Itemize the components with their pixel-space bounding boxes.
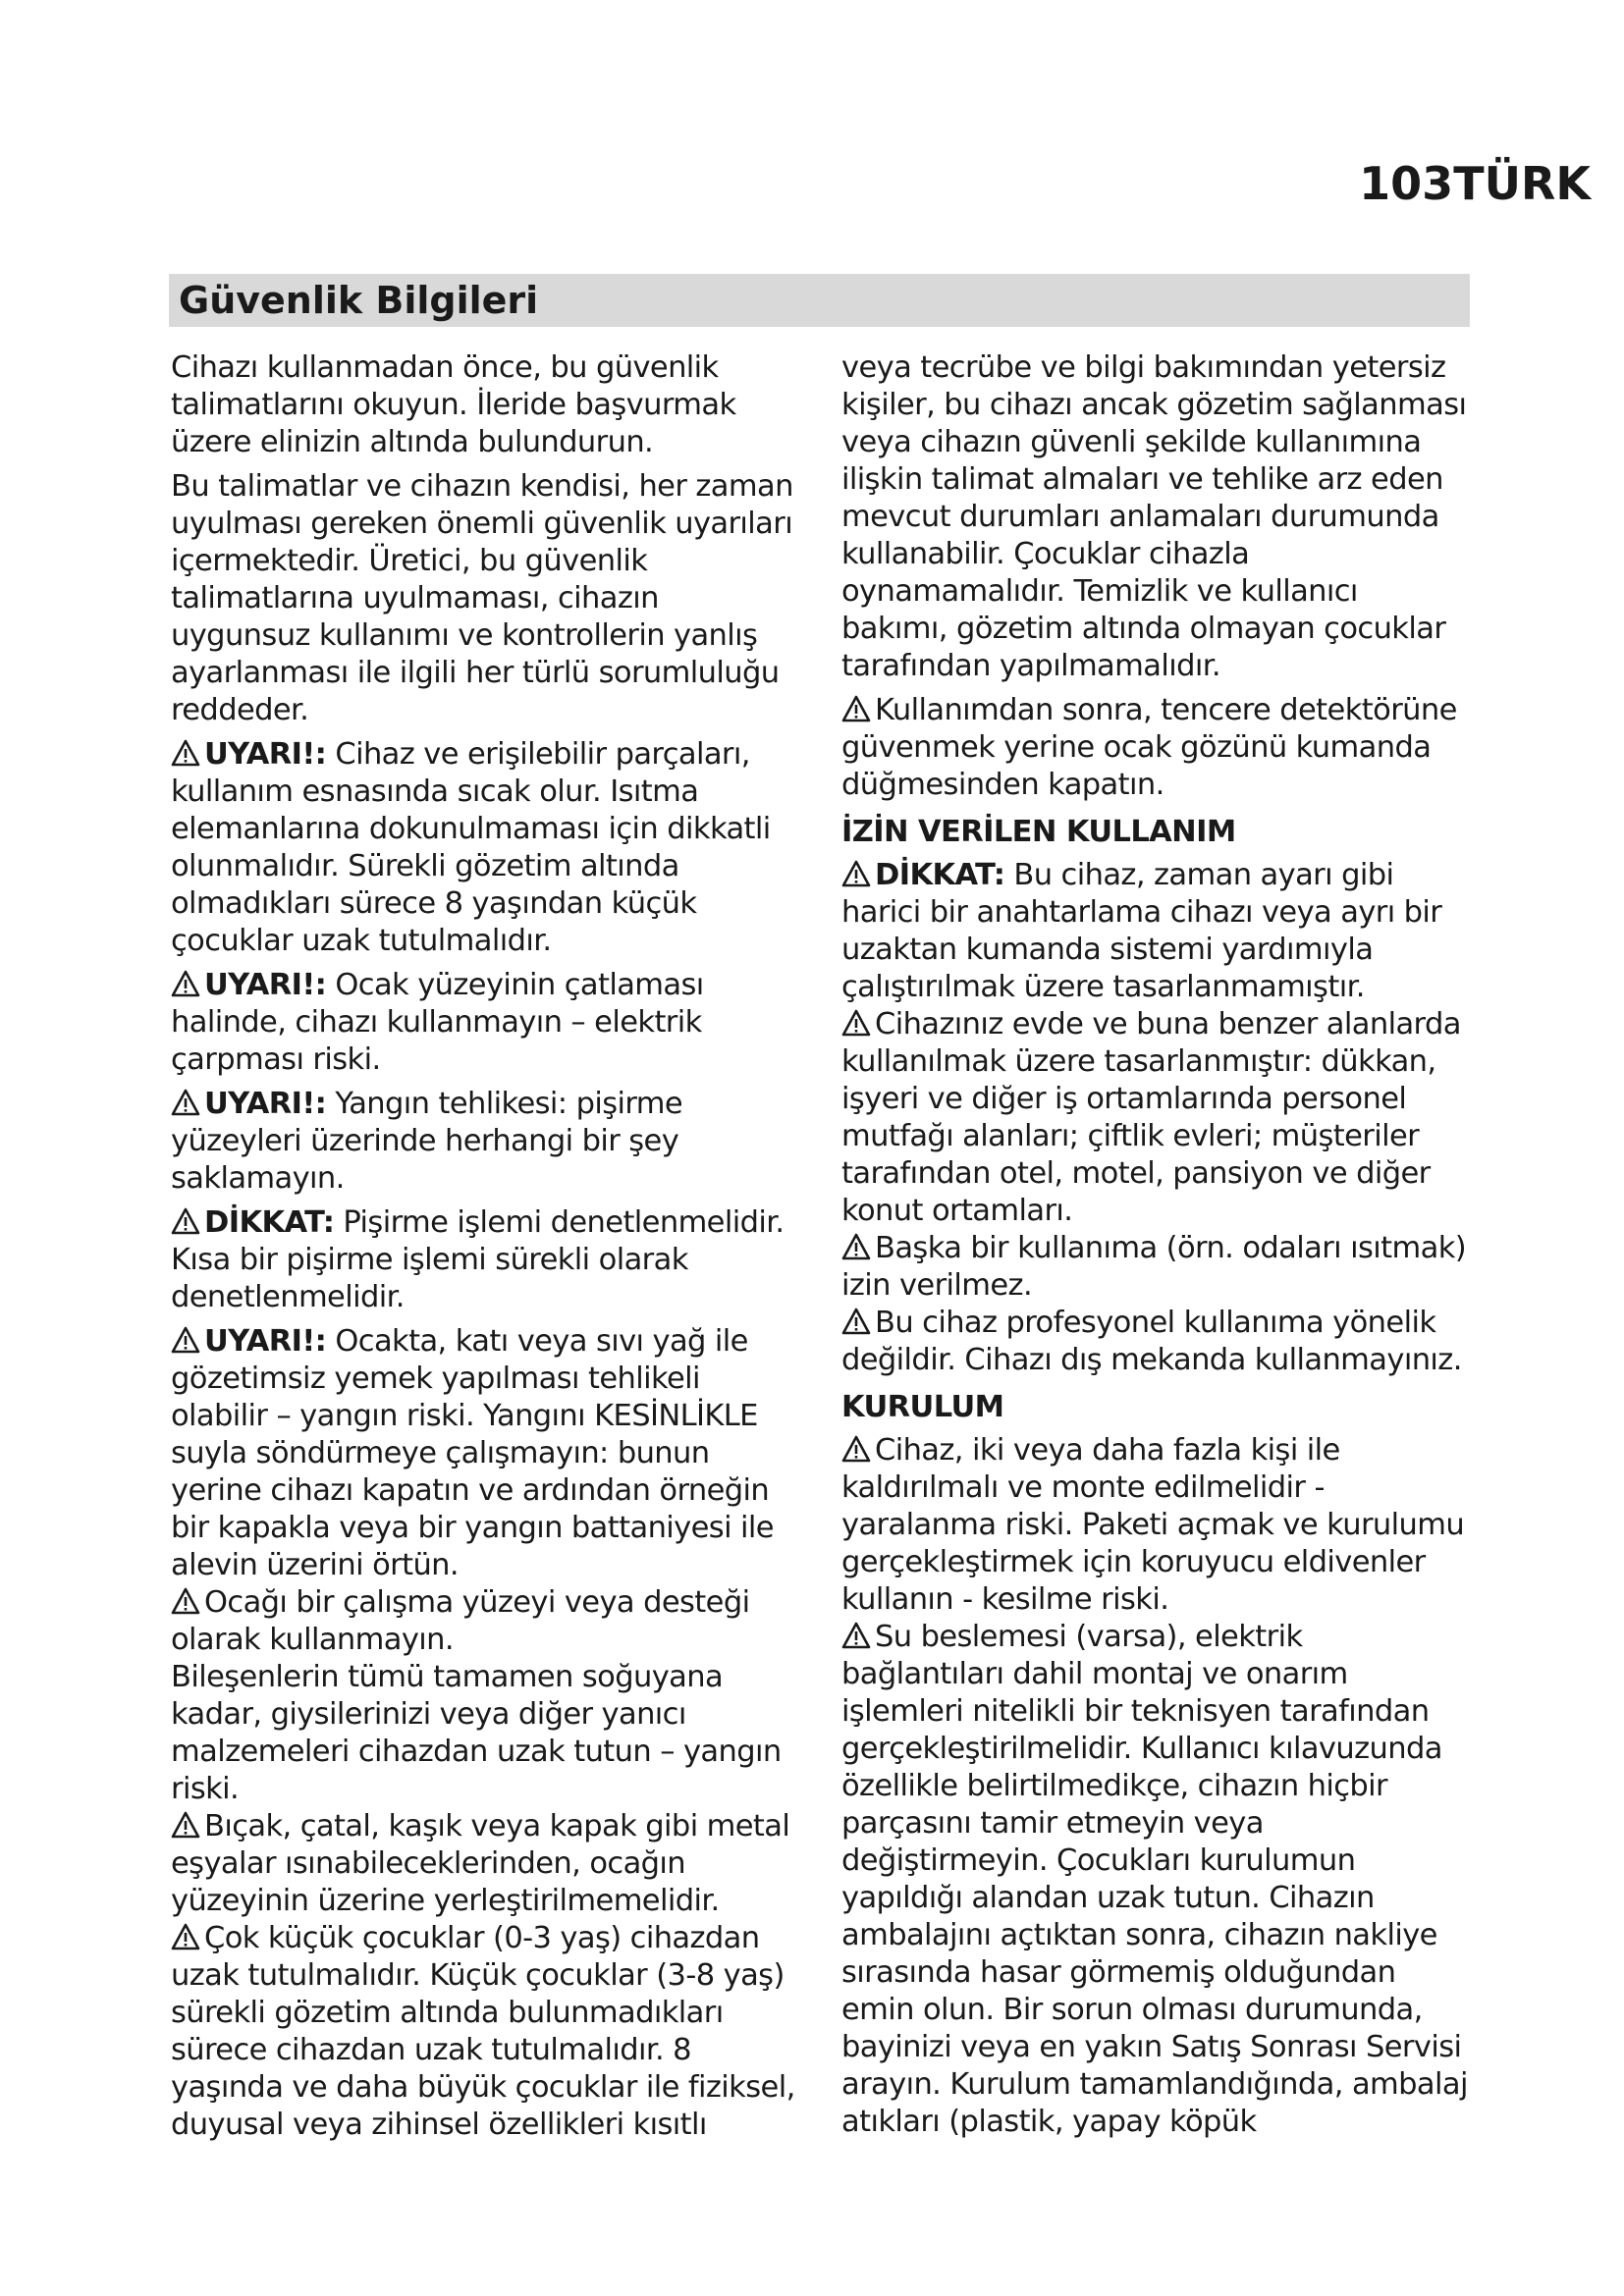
warning-paragraph	[171, 967, 799, 1079]
caution-paragraph	[171, 1204, 799, 1316]
warning-icon	[171, 1089, 200, 1116]
warning-icon	[171, 739, 200, 767]
warning-icon	[841, 1622, 871, 1649]
intro-paragraph-2: Bu talimatlar ve cihazın kendisi, her zaman uyulması gereken önemli güvenlik uyarıları içermektedir. Üretici, bu güvenlik talimatlarına uyulmaması, cihazın uygunsuz kullanımı ve kontrollerin yanlış ayarlanması ile ilgili her türlü sorumluluğu reddeder.	[171, 469, 793, 727]
body-paragraph: veya tecrübe ve bilgi bakımından yetersiz kişiler, bu cihazı ancak gözetim sağlanması veya cihazın güvenli şekilde kullanımına ilişkin talimat almaları ve tehlike arz eden mevcut durumları anlamaları durumunda kullanabilir. Çocuklar cihazla oynamamalıdır. Temizlik ve kullanıcı bakımı, gözetim altında olmayan çocuklar tarafından yapılmamalıdır.	[841, 350, 1467, 683]
warning-label: UYARI!:	[204, 968, 327, 1002]
warning-text: Cihaz ve erişilebilir parçaları, kullanım esnasında sıcak olur. Isıtma elemanlarına dokunulmaması için dikkatli olunmalıdır. Sürekli gözetim altında olmadıkları sürece 8 yaşından küçük çocuklar uzak tutulmalıdır.	[171, 737, 771, 958]
warning-text: Su beslemesi (varsa), elektrik bağlantıları dahil montaj ve onarım işlemleri nitelikli bir teknisyen tarafından gerçekleştirilmelidir. Kullanıcı kılavuzunda özellikle belirtilmedikçe, cihazın hiçbir parçasını tamir etmeyin veya değiştirmeyin. Çocukları kurulumun yapıldığı alandan uzak tutun. Cihazın ambalajını açtıktan sonra, cihazın nakliye sırasında hasar görmemiş olduğundan emin olun. Bir sorun olması durumunda, bayinizi veya en yakın Satış Sonrası Servisi arayın. Kurulum tamamlandığında, ambalaj atıkları (plastik, yapay köpük	[841, 1620, 1468, 2139]
warning-icon	[841, 1009, 871, 1037]
warning-text: Ocağı bir çalışma yüzeyi veya desteği olarak kullanmayın.	[171, 1585, 750, 1657]
warning-text: Cihaz, iki veya daha fazla kişi ile kaldırılmalı ve monte edilmelidir - yaralanma riski. Paketi açmak ve kurulumu gerçekleştirmek için koruyucu eldivenler kullanın - kesilme riski.	[841, 1433, 1465, 1617]
warning-paragraph	[171, 1584, 799, 1659]
caution-text: Pişirme işlemi denetlenmelidir. Kısa bir pişirme işlemi sürekli olarak denetlenmelidir.	[171, 1205, 785, 1314]
warning-icon	[171, 1587, 200, 1615]
warning-label: UYARI!:	[204, 737, 327, 772]
warning-icon	[841, 1308, 871, 1335]
warning-text: Başka bir kullanıma (örn. odaları ısıtmak) izin verilmez.	[841, 1231, 1467, 1303]
installation-heading: KURULUM	[841, 1390, 1004, 1424]
section-title: Güvenlik Bilgileri	[179, 279, 539, 322]
right-column	[841, 349, 1470, 2141]
warning-text: Yangın tehlikesi: pişirme yüzeyleri üzerinde herhangi bir şey saklamayın.	[171, 1087, 683, 1196]
warning-paragraph	[841, 692, 1470, 804]
warning-icon	[841, 1435, 871, 1463]
warning-text: Bu cihaz profesyonel kullanıma yönelik değildir. Cihazı dış mekanda kullanmayınız.	[841, 1306, 1462, 1377]
warning-text: Kullanımdan sonra, tencere detektörüne güvenmek yerine ocak gözünü kumanda düğmesinden kapatın.	[841, 693, 1457, 802]
caution-text: Bu cihaz, zaman ayarı gibi harici bir anahtarlama cihazı veya ayrı bir uzaktan kumanda sistemi yardımıyla çalıştırılmak üzere tasarlanmamıştır.	[841, 858, 1442, 1004]
caution-label: DİKKAT:	[204, 1205, 335, 1240]
left-column	[171, 349, 799, 2144]
intro-paragraph: Cihazı kullanmadan önce, bu güvenlik talimatlarını okuyun. İleride başvurmak üzere elinizin altında bulundurun.	[171, 350, 736, 459]
warning-paragraph	[171, 1920, 799, 2144]
warning-paragraph	[171, 1086, 799, 1198]
warning-paragraph	[841, 1432, 1470, 1619]
body-paragraph: Bileşenlerin tümü tamamen soğuyana kadar, giysilerinizi veya diğer yanıcı malzemeleri cihazdan uzak tutun – yangın riski.	[171, 1660, 782, 1806]
warning-paragraph	[841, 1619, 1470, 2141]
warning-text: Çok küçük çocuklar (0-3 yaş) cihazdan uzak tutulmalıdır. Küçük çocuklar (3-8 yaş) sürekli gözetim altında bulunmadıkları sürece cihazdan uzak tutulmalıdır. 8 yaşında ve daha büyük çocuklar ile fiziksel, duyusal veya zihinsel özellikleri kısıtlı	[171, 1921, 795, 2142]
warning-label: UYARI!:	[204, 1087, 327, 1121]
warning-label: UYARI!:	[204, 1324, 327, 1359]
caution-label: DİKKAT:	[875, 858, 1005, 892]
warning-text: Cihazınız evde ve buna benzer alanlarda kullanılmak üzere tasarlanmıştır: dükkan, işyeri ve diğer iş ortamlarında personel mutfağı alanları; çiftlik evleri; müşteriler tarafından otel, motel, pansiyon ve diğer konut ortamları.	[841, 1007, 1461, 1228]
warning-icon	[171, 1326, 200, 1354]
warning-paragraph	[171, 736, 799, 960]
warning-paragraph	[171, 1808, 799, 1920]
permitted-use-heading: İZİN VERİLEN KULLANIM	[841, 815, 1236, 849]
warning-paragraph	[171, 1323, 799, 1584]
warning-icon	[841, 695, 871, 722]
section-header-bar	[169, 274, 1470, 327]
caution-paragraph	[841, 857, 1470, 1006]
warning-icon	[171, 1811, 200, 1839]
warning-text: Bıçak, çatal, kaşık veya kapak gibi metal eşyalar ısınabileceklerinden, ocağın yüzeyinin üzerine yerleştirilmemelidir.	[171, 1809, 790, 1918]
page-header-label: 103TÜRK	[1359, 157, 1591, 210]
warning-icon	[171, 970, 200, 997]
warning-paragraph	[841, 1006, 1470, 1230]
warning-icon	[171, 1923, 200, 1950]
warning-text: Ocak yüzeyinin çatlaması halinde, cihazı kullanmayın – elektrik çarpması riski.	[171, 968, 704, 1077]
warning-text: Ocakta, katı veya sıvı yağ ile gözetimsiz yemek yapılması tehlikeli olabilir – yangın riski. Yangını KESİNLİKLE suyla söndürmeye çalışmayın: bunun yerine cihazı kapatın ve ardından örneğin bir kapakla veya bir yangın battaniyesi ile alevin üzerini örtün.	[171, 1324, 774, 1582]
warning-paragraph	[841, 1305, 1470, 1379]
warning-icon	[841, 1233, 871, 1260]
warning-icon	[841, 860, 871, 887]
warning-paragraph	[841, 1230, 1470, 1305]
warning-icon	[171, 1207, 200, 1235]
